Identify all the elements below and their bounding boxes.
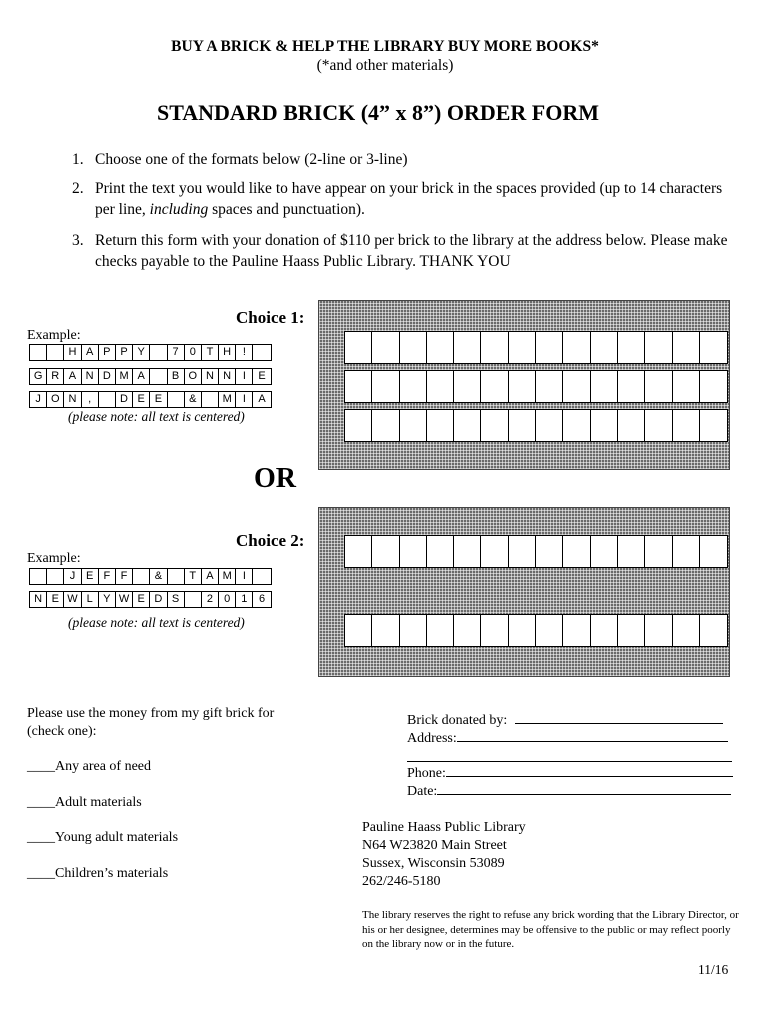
brick-character-cell[interactable] bbox=[645, 536, 672, 567]
brick-character-cell[interactable] bbox=[563, 536, 590, 567]
brick-character-cell[interactable] bbox=[509, 615, 536, 646]
brick-character-cell[interactable] bbox=[427, 615, 454, 646]
brick-character-cell[interactable] bbox=[372, 332, 399, 363]
example-letter-cell bbox=[150, 345, 167, 360]
example-letter-cell: T bbox=[202, 345, 219, 360]
revision-code: 11/16 bbox=[698, 962, 729, 977]
brick-character-cell[interactable] bbox=[481, 615, 508, 646]
date-label: Date: bbox=[407, 784, 438, 799]
brick-character-cell[interactable] bbox=[591, 410, 618, 441]
brick-character-cell[interactable] bbox=[618, 332, 645, 363]
brick-character-cell[interactable] bbox=[645, 332, 672, 363]
brick-character-cell[interactable] bbox=[400, 536, 427, 567]
brick-character-cell[interactable] bbox=[454, 410, 481, 441]
brick-character-cell[interactable] bbox=[345, 536, 372, 567]
brick-character-cell[interactable] bbox=[400, 615, 427, 646]
phone-field[interactable] bbox=[407, 765, 737, 783]
gift-option-children[interactable]: ____Children’s materials bbox=[27, 866, 169, 881]
choice-1-example-label: Example: bbox=[27, 328, 81, 343]
example-letter-cell: T bbox=[185, 569, 202, 584]
brick-character-cell[interactable] bbox=[345, 615, 372, 646]
step-3 bbox=[72, 230, 732, 272]
brick-character-cell[interactable] bbox=[509, 332, 536, 363]
example-letter-cell bbox=[202, 392, 219, 407]
gift-use-intro: Please use the money from my gift brick for (check one): bbox=[27, 706, 275, 739]
brick-character-cell[interactable] bbox=[454, 332, 481, 363]
example-letter-cell: W bbox=[116, 592, 133, 607]
example-letter-cell: ! bbox=[236, 345, 253, 360]
address-line[interactable] bbox=[457, 741, 728, 742]
brick-character-cell[interactable] bbox=[700, 371, 727, 402]
example-letter-cell: B bbox=[168, 369, 185, 384]
example-letter-cell: E bbox=[82, 569, 99, 584]
choice-1-brick-form bbox=[318, 300, 730, 470]
example-letter-cell bbox=[253, 345, 270, 360]
date-line[interactable] bbox=[437, 794, 731, 795]
example-letter-cell: O bbox=[47, 392, 64, 407]
brick-character-cell[interactable] bbox=[509, 536, 536, 567]
brick-character-cell[interactable] bbox=[563, 615, 590, 646]
example-letter-cell: E bbox=[258, 370, 266, 382]
brick-line-1[interactable] bbox=[344, 331, 728, 364]
phone-line[interactable] bbox=[446, 776, 733, 777]
example-letter-cell: A bbox=[202, 569, 219, 584]
brick-line-3[interactable] bbox=[344, 409, 728, 442]
example-letter-cell: H bbox=[64, 345, 81, 360]
example-letter-cell: N bbox=[82, 369, 99, 384]
library-address bbox=[362, 819, 526, 891]
example-letter-cell: E bbox=[133, 392, 150, 407]
brick-character-cell[interactable] bbox=[618, 536, 645, 567]
step-text: Choose one of the formats below (2-line or 3-line) bbox=[95, 151, 408, 168]
brick-character-cell[interactable] bbox=[673, 615, 700, 646]
step-1 bbox=[72, 149, 732, 170]
example-letter-cell: O bbox=[185, 369, 202, 384]
step-number: 2. bbox=[72, 180, 84, 197]
example-letter-cell bbox=[47, 345, 64, 360]
example-letter-cell: J bbox=[64, 569, 81, 584]
brick-character-cell[interactable] bbox=[427, 410, 454, 441]
brick-character-cell[interactable] bbox=[372, 536, 399, 567]
brick-character-cell[interactable] bbox=[400, 371, 427, 402]
example-letter-cell: M bbox=[116, 369, 133, 384]
brick-character-cell[interactable] bbox=[536, 615, 563, 646]
address-field[interactable] bbox=[407, 730, 737, 748]
example-letter-cell bbox=[133, 569, 150, 584]
example-letter-cell bbox=[253, 569, 270, 584]
brick-character-cell[interactable] bbox=[454, 371, 481, 402]
brick-character-cell[interactable] bbox=[536, 410, 563, 441]
example-letter-cell: S bbox=[168, 592, 185, 607]
phone-label: Phone: bbox=[407, 766, 446, 781]
brick-character-cell[interactable] bbox=[481, 371, 508, 402]
example-letter-cell: A bbox=[133, 369, 150, 384]
brick-character-cell[interactable] bbox=[372, 371, 399, 402]
brick-character-cell[interactable] bbox=[591, 332, 618, 363]
donated-by-field[interactable] bbox=[407, 712, 737, 730]
example-letter-cell bbox=[47, 569, 64, 584]
example-letter-cell: W bbox=[64, 592, 81, 607]
choice-1-label: Choice 1: bbox=[236, 308, 305, 327]
example-letter-cell: L bbox=[82, 592, 99, 607]
gift-option-young-adult[interactable]: ____Young adult materials bbox=[27, 830, 179, 845]
example-letter-cell: E bbox=[47, 592, 64, 607]
example-letter-cell: M bbox=[219, 569, 236, 584]
brick-character-cell[interactable] bbox=[700, 410, 727, 441]
brick-character-cell[interactable] bbox=[345, 410, 372, 441]
example-letter-cell: H bbox=[219, 345, 236, 360]
example-letter-cell: A bbox=[64, 369, 81, 384]
brick-character-cell[interactable] bbox=[563, 371, 590, 402]
header-title: BUY A BRICK & HELP THE LIBRARY BUY MORE BOOKS* bbox=[171, 38, 599, 55]
brick-character-cell[interactable] bbox=[509, 410, 536, 441]
example-letter-cell bbox=[185, 592, 202, 607]
brick-character-cell[interactable] bbox=[372, 410, 399, 441]
choice-2-label: Choice 2: bbox=[236, 531, 305, 550]
example-letter-cell: Y bbox=[133, 345, 150, 360]
example-letter-cell: N bbox=[202, 369, 219, 384]
brick-character-cell[interactable] bbox=[454, 615, 481, 646]
brick-character-cell[interactable] bbox=[591, 615, 618, 646]
brick-character-cell[interactable] bbox=[673, 410, 700, 441]
example-letter-cell bbox=[150, 369, 167, 384]
example-letter-cell: D bbox=[99, 369, 116, 384]
example-letter-cell: E bbox=[150, 392, 167, 407]
brick-character-cell[interactable] bbox=[454, 536, 481, 567]
brick-character-cell[interactable] bbox=[372, 615, 399, 646]
example-letter-cell: P bbox=[116, 345, 133, 360]
address-label: Address: bbox=[407, 731, 457, 746]
brick-character-cell[interactable] bbox=[427, 332, 454, 363]
example-letter-cell: 6 bbox=[258, 593, 266, 605]
example-letter-cell bbox=[99, 392, 116, 407]
header-subtitle: (*and other materials) bbox=[316, 57, 454, 74]
step-2 bbox=[72, 178, 732, 220]
choice-2-note: (please note: all text is centered) bbox=[68, 615, 245, 630]
example-letter-cell: G bbox=[30, 369, 47, 384]
example-letter-cell: 7 bbox=[168, 345, 185, 360]
brick-character-cell[interactable] bbox=[591, 536, 618, 567]
step-number: 1. bbox=[72, 151, 84, 168]
example-letter-cell: A bbox=[82, 345, 99, 360]
example-letter-cell bbox=[168, 392, 185, 407]
brick-line-1[interactable] bbox=[344, 535, 728, 568]
example-letter-cell: 1 bbox=[236, 592, 253, 607]
example-letter-cell: I bbox=[236, 369, 253, 384]
example-letter-cell: 0 bbox=[219, 592, 236, 607]
brick-character-cell[interactable] bbox=[700, 536, 727, 567]
example-letter-cell: 0 bbox=[185, 345, 202, 360]
brick-character-cell[interactable] bbox=[400, 410, 427, 441]
library-name: Pauline Haass Public Library bbox=[362, 820, 526, 835]
brick-character-cell[interactable] bbox=[345, 332, 372, 363]
example-letter-cell bbox=[30, 345, 47, 360]
example-letter-cell: F bbox=[116, 569, 133, 584]
brick-character-cell[interactable] bbox=[481, 536, 508, 567]
brick-character-cell[interactable] bbox=[536, 332, 563, 363]
brick-character-cell[interactable] bbox=[618, 410, 645, 441]
brick-character-cell[interactable] bbox=[400, 332, 427, 363]
brick-character-cell[interactable] bbox=[645, 371, 672, 402]
example-letter-cell: E bbox=[133, 592, 150, 607]
example-letter-cell: J bbox=[30, 392, 47, 407]
brick-character-cell[interactable] bbox=[591, 371, 618, 402]
example-letter-cell: F bbox=[99, 569, 116, 584]
brick-character-cell[interactable] bbox=[536, 536, 563, 567]
brick-character-cell[interactable] bbox=[700, 332, 727, 363]
example-letter-cell: , bbox=[82, 392, 99, 407]
library-phone: 262/246-5180 bbox=[362, 874, 441, 889]
example-letter-cell: I bbox=[236, 392, 253, 407]
form-title: STANDARD BRICK (4” x 8”) ORDER FORM bbox=[156, 100, 600, 125]
brick-character-cell[interactable] bbox=[345, 371, 372, 402]
library-street: N64 W23820 Main Street bbox=[362, 838, 507, 853]
example-letter-cell: N bbox=[219, 369, 236, 384]
gift-option-any-area[interactable]: ____Any area of need bbox=[27, 759, 152, 774]
example-letter-cell: & bbox=[150, 569, 167, 584]
example-letter-cell bbox=[30, 569, 47, 584]
address-line-2[interactable] bbox=[407, 761, 732, 762]
example-letter-cell: R bbox=[47, 369, 64, 384]
example-letter-cell: D bbox=[116, 392, 133, 407]
library-city: Sussex, Wisconsin 53089 bbox=[362, 856, 505, 871]
example-letter-cell bbox=[168, 569, 185, 584]
brick-character-cell[interactable] bbox=[700, 615, 727, 646]
example-letter-cell: A bbox=[258, 393, 266, 405]
step-text: Print the text you would like to have appear on your brick in the spaces provided (up to 14 characters per line, including spaces and punctuation). bbox=[95, 180, 723, 218]
example-letter-cell: M bbox=[219, 392, 236, 407]
donated-by-label: Brick donated by: bbox=[407, 713, 508, 728]
disclaimer: The library reserves the right to refuse any brick wording that the Library Director, or his or her designee, determines may be offensive to the public or may reflect poorly on the library now or in the future. bbox=[362, 909, 739, 950]
brick-line-2[interactable] bbox=[344, 614, 728, 647]
brick-character-cell[interactable] bbox=[536, 371, 563, 402]
donated-by-line[interactable] bbox=[515, 723, 723, 724]
step-text: Return this form with your donation of $110 per brick to the library at the address below. Please make checks payable to the Pauline Haass Public Library. THANK YOU bbox=[95, 232, 728, 270]
example-letter-cell: D bbox=[150, 592, 167, 607]
brick-character-cell[interactable] bbox=[481, 332, 508, 363]
brick-character-cell[interactable] bbox=[673, 536, 700, 567]
brick-character-cell[interactable] bbox=[427, 371, 454, 402]
brick-character-cell[interactable] bbox=[618, 371, 645, 402]
example-letter-cell: I bbox=[236, 569, 253, 584]
gift-option-adult[interactable]: ____Adult materials bbox=[27, 795, 142, 810]
example-letter-cell: P bbox=[99, 345, 116, 360]
example-letter-cell: N bbox=[30, 592, 47, 607]
brick-character-cell[interactable] bbox=[673, 332, 700, 363]
brick-character-cell[interactable] bbox=[481, 410, 508, 441]
brick-character-cell[interactable] bbox=[645, 410, 672, 441]
example-letter-cell: & bbox=[185, 392, 202, 407]
brick-character-cell[interactable] bbox=[563, 410, 590, 441]
choice1-example-row bbox=[29, 344, 272, 361]
brick-character-cell[interactable] bbox=[509, 371, 536, 402]
choice-2-example-label: Example: bbox=[27, 551, 81, 566]
or-separator: OR bbox=[254, 463, 296, 494]
choice-1-note: (please note: all text is centered) bbox=[68, 409, 245, 424]
choice1-example-row bbox=[29, 391, 272, 408]
choice2-example-row bbox=[29, 568, 272, 585]
choice1-example-row bbox=[29, 368, 272, 385]
brick-character-cell[interactable] bbox=[427, 536, 454, 567]
example-letter-cell: N bbox=[64, 392, 81, 407]
step-number: 3. bbox=[72, 232, 84, 249]
example-letter-cell: 2 bbox=[202, 592, 219, 607]
brick-line-2[interactable] bbox=[344, 370, 728, 403]
choice2-example-row bbox=[29, 591, 272, 608]
example-letter-cell: Y bbox=[99, 592, 116, 607]
brick-character-cell[interactable] bbox=[673, 371, 700, 402]
brick-character-cell[interactable] bbox=[563, 332, 590, 363]
brick-character-cell[interactable] bbox=[645, 615, 672, 646]
choice-2-brick-form bbox=[318, 507, 730, 677]
date-field[interactable] bbox=[407, 783, 737, 801]
brick-character-cell[interactable] bbox=[618, 615, 645, 646]
